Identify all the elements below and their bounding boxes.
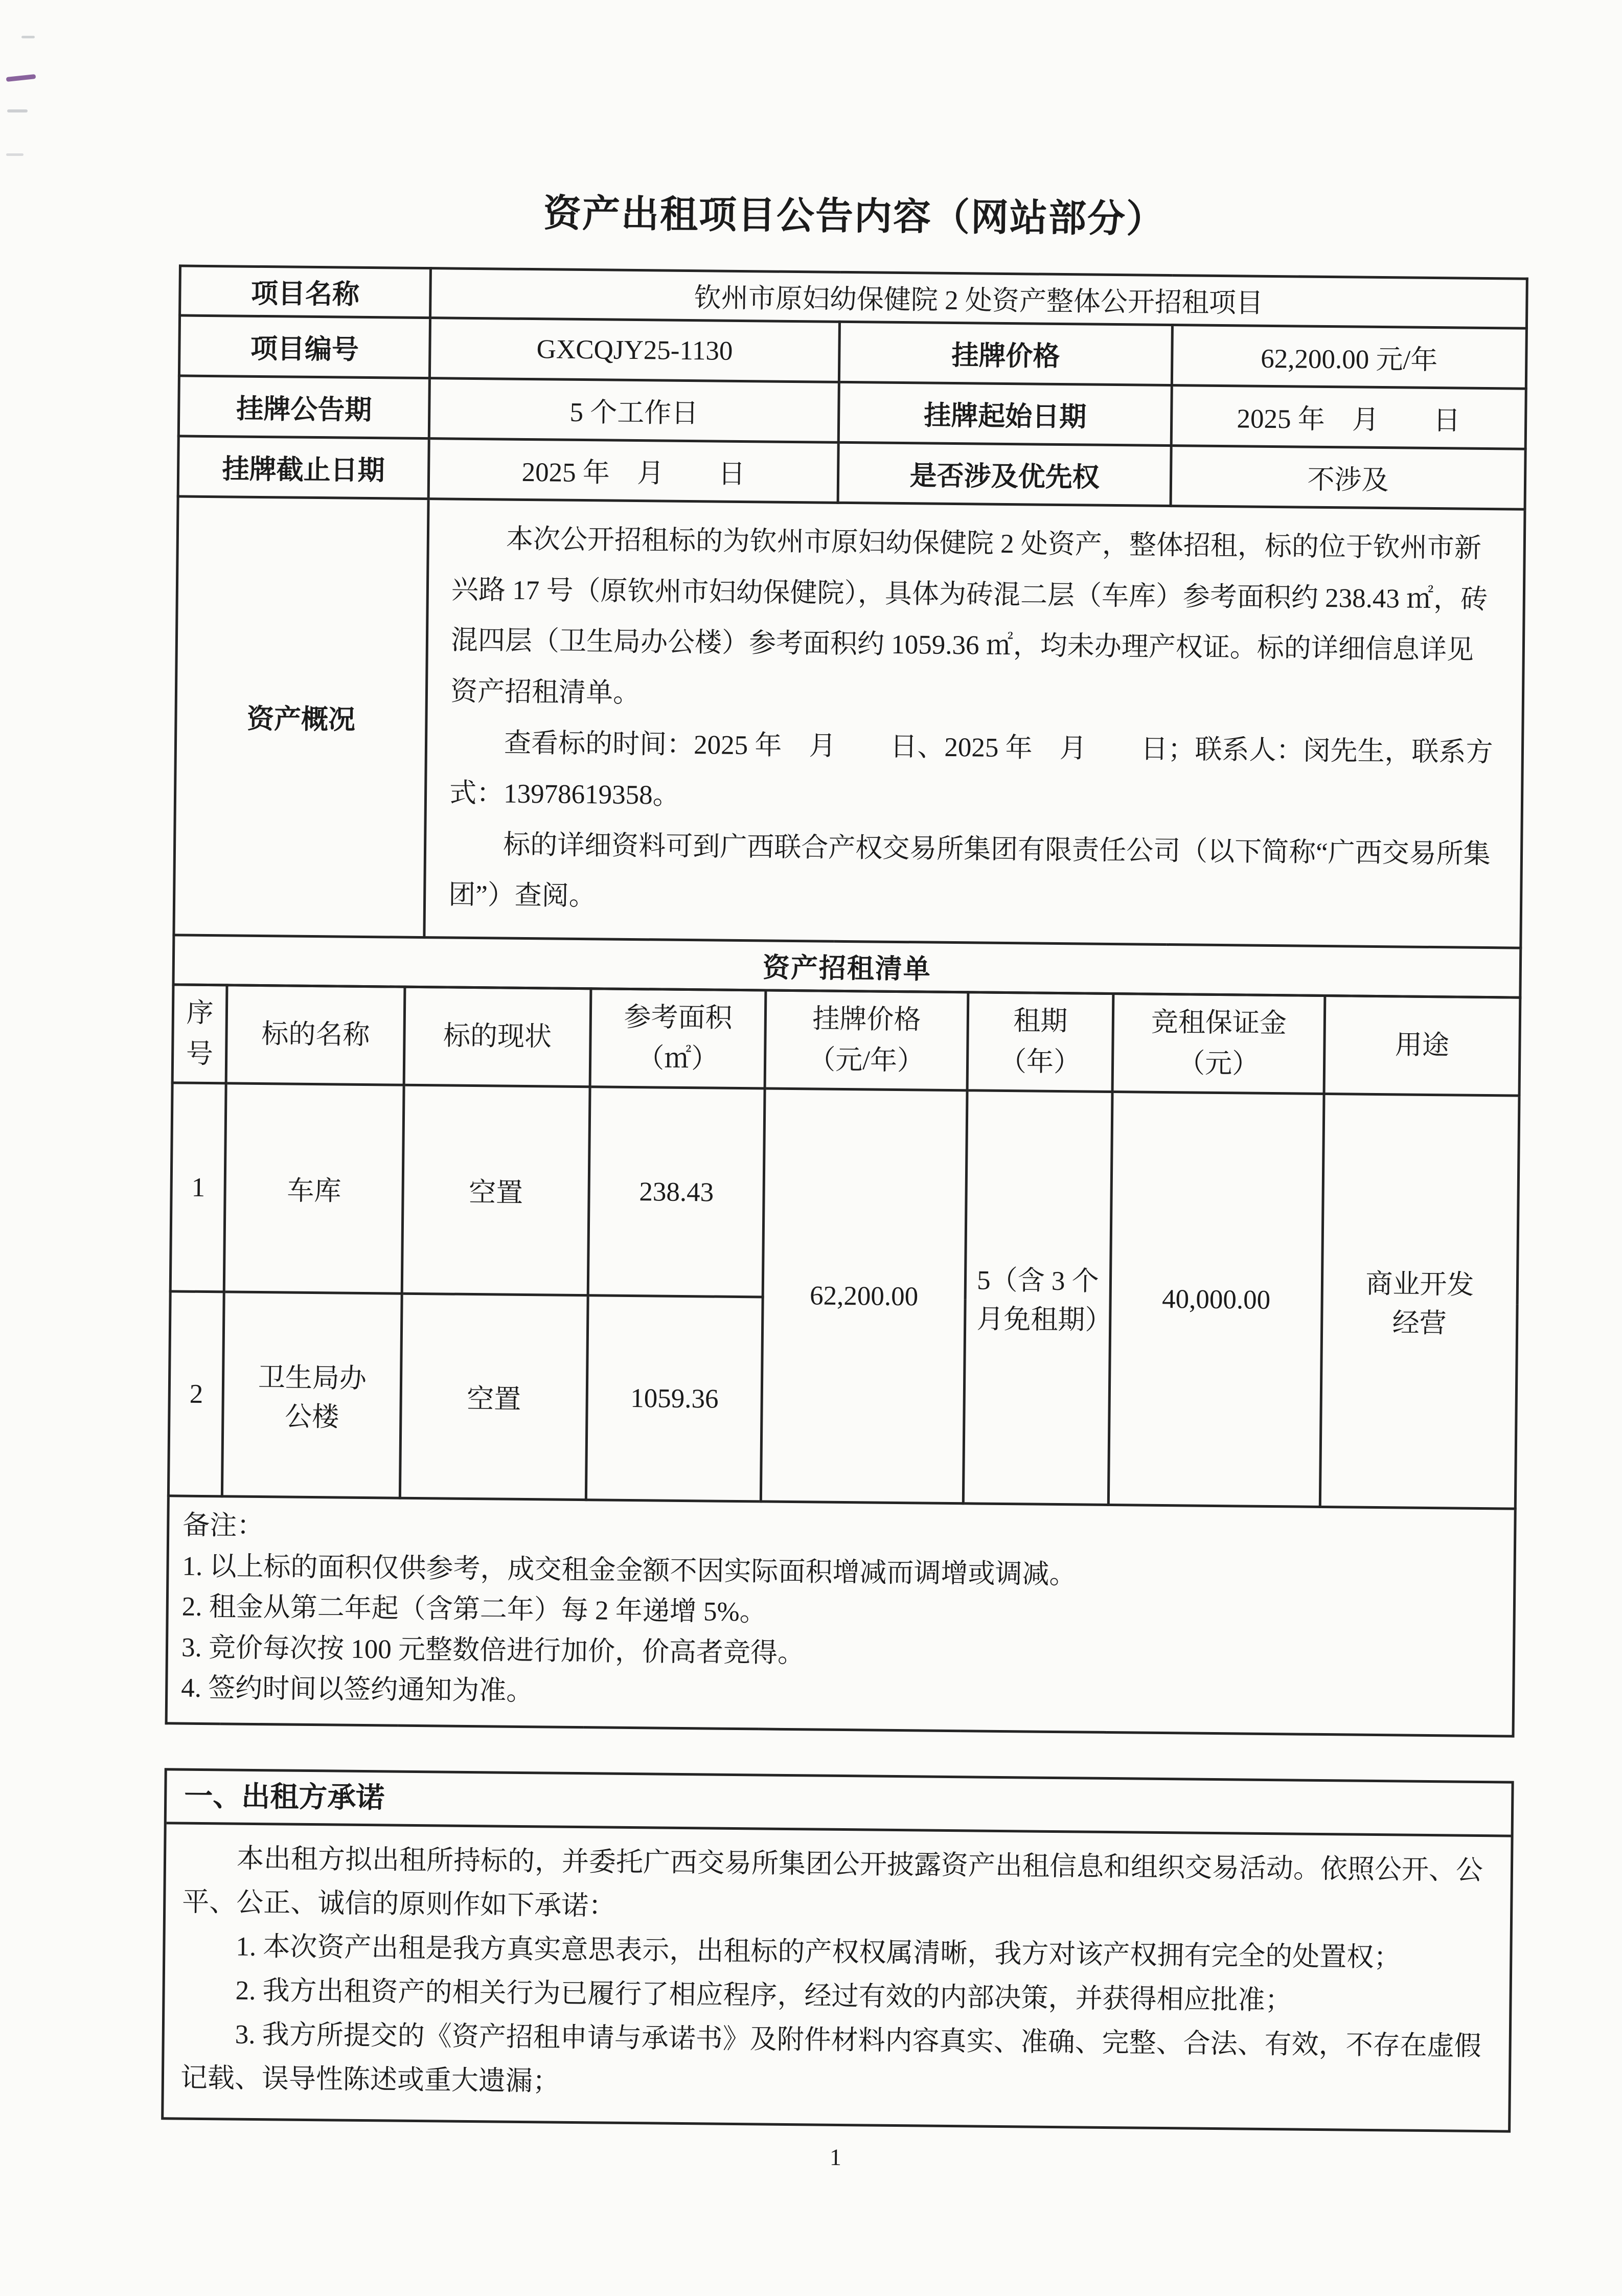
merged-price: 62,200.00	[761, 1088, 967, 1504]
note-item: 1. 以上标的面积仅供参考，成交租金金额不因实际面积增减而调增或调减。	[182, 1551, 1077, 1589]
scan-artifact	[6, 74, 36, 82]
project-name-value: 钦州市原妇幼保健院 2 处资产整体公开招租项目	[430, 268, 1527, 329]
listing-price-label: 挂牌价格	[839, 322, 1173, 385]
scan-artifact	[7, 109, 28, 112]
commitment-paragraph: 1. 本次资产出租是我方真实意思表示，出租标的产权权属清晰，我方对该产权拥有完全的处置权；	[236, 1931, 1401, 1973]
document-content	[161, 0, 1531, 2177]
merged-usage-text: 商业开发经营	[1365, 1269, 1474, 1338]
table-header-row	[172, 985, 1520, 1096]
scan-artifact	[6, 153, 24, 156]
row1-name: 车库	[224, 1083, 404, 1293]
merged-deposit: 40,000.00	[1109, 1092, 1324, 1507]
project-no-value: GXCQJY25-1130	[430, 318, 840, 382]
commitment-paragraph: 本出租方拟出租所持标的，并委托广西交易所集团公开披露资产出租信息和组织交易活动。依照公开、公平、公正、诚信的原则作如下承诺：	[181, 1844, 1483, 1921]
asset-overview-text	[424, 499, 1525, 948]
notes-label: 备注：	[182, 1510, 264, 1541]
col-header-name: 标的名称	[226, 985, 405, 1085]
merged-term-text: 5（含 3 个月免租期）	[976, 1265, 1112, 1335]
col-header-term: 租期 （年）	[967, 992, 1113, 1092]
asset-list-section-title: 资产招租清单	[173, 935, 1521, 997]
lessor-commitment-section	[161, 1768, 1514, 2133]
start-date-label: 挂牌起始日期	[838, 382, 1172, 445]
asset-list-table	[165, 983, 1522, 1737]
col-header-seq: 序 号	[172, 985, 227, 1083]
overview-paragraph: 查看标的时间：2025 年 月 日、2025 年 月 日；联系人：闵先生，联系方式：13978619358。	[449, 728, 1493, 810]
merged-term	[963, 1090, 1112, 1505]
row1-status: 空置	[402, 1085, 590, 1295]
priority-right-label: 是否涉及优先权	[838, 442, 1171, 506]
note-item: 2. 租金从第二年起（含第二年）每 2 年递增 5%。	[181, 1592, 767, 1627]
row2-area: 1059.36	[586, 1295, 763, 1502]
commitment-body	[164, 1825, 1511, 2130]
col-header-status: 标的现状	[404, 987, 590, 1086]
notes-block	[166, 1496, 1515, 1736]
row2-name-text: 卫生局办公楼	[258, 1362, 367, 1433]
project-name-label: 项目名称	[180, 266, 431, 318]
commitment-heading: 一、出租方承诺	[167, 1770, 1512, 1837]
page-number: 1	[829, 2144, 842, 2171]
note-item: 4. 签约时间以签约通知为准。	[181, 1673, 534, 1707]
scan-artifact	[21, 36, 35, 38]
overview-paragraph: 本次公开招租标的为钦州市原妇幼保健院 2 处资产，整体招租，标的位于钦州市新兴路 17 号（原钦州市妇幼保健院），具体为砖混二层（车库）参考面积约 238.43 ㎡，砖混四层（卫生局办公楼）参考面积约 1059.36 ㎡，均未办理产权证。标的详细信息详见资产招租清单。	[450, 524, 1488, 708]
announce-period-value: 5 个工作日	[429, 378, 839, 443]
table-row	[170, 1083, 1519, 1304]
overview-paragraph: 标的详细资料可到广西联合产权交易所集团有限责任公司（以下简称“广西交易所集团”）查阅。	[448, 830, 1491, 912]
commitment-paragraph: 2. 我方出租资产的相关行为已履行了相应程序，经过有效的内部决策，并获得相应批准；	[235, 1975, 1292, 2016]
table-row	[166, 1496, 1515, 1736]
col-header-deposit: 竞租保证金 （元）	[1112, 994, 1325, 1094]
col-header-area: 参考面积 （㎡）	[590, 989, 766, 1088]
row2-seq: 2	[168, 1291, 224, 1496]
asset-overview-label: 资产概况	[174, 496, 428, 938]
merged-usage	[1320, 1094, 1519, 1509]
row1-area: 238.43	[588, 1087, 765, 1297]
deadline-label: 挂牌截止日期	[178, 436, 429, 499]
priority-right-value: 不涉及	[1171, 446, 1525, 510]
project-no-label: 项目编号	[179, 315, 430, 378]
row1-seq: 1	[170, 1083, 226, 1292]
announce-period-label: 挂牌公告期	[178, 376, 429, 439]
row2-status: 空置	[400, 1293, 588, 1499]
deadline-value: 2025 年 月 日	[428, 439, 838, 503]
table-row	[174, 496, 1525, 948]
row2-name	[222, 1292, 402, 1498]
commitment-paragraph: 3. 我方所提交的《资产招租申请与承诺书》及附件材料内容真实、准确、完整、合法、有效，不存在虚假记载、误导性陈述或重大遗漏；	[180, 2019, 1481, 2097]
start-date-value: 2025 年 月 日	[1171, 385, 1526, 449]
listing-price-value: 62,200.00 元/年	[1172, 325, 1526, 389]
col-header-usage: 用途	[1324, 995, 1520, 1096]
note-item: 3. 竞价每次按 100 元整数倍进行加价，价高者竞得。	[181, 1632, 805, 1668]
project-info-table	[172, 264, 1528, 998]
page-title: 资产出租项目公告内容（网站部分）	[543, 193, 1166, 241]
col-header-price: 挂牌价格 （元/年）	[765, 990, 968, 1090]
